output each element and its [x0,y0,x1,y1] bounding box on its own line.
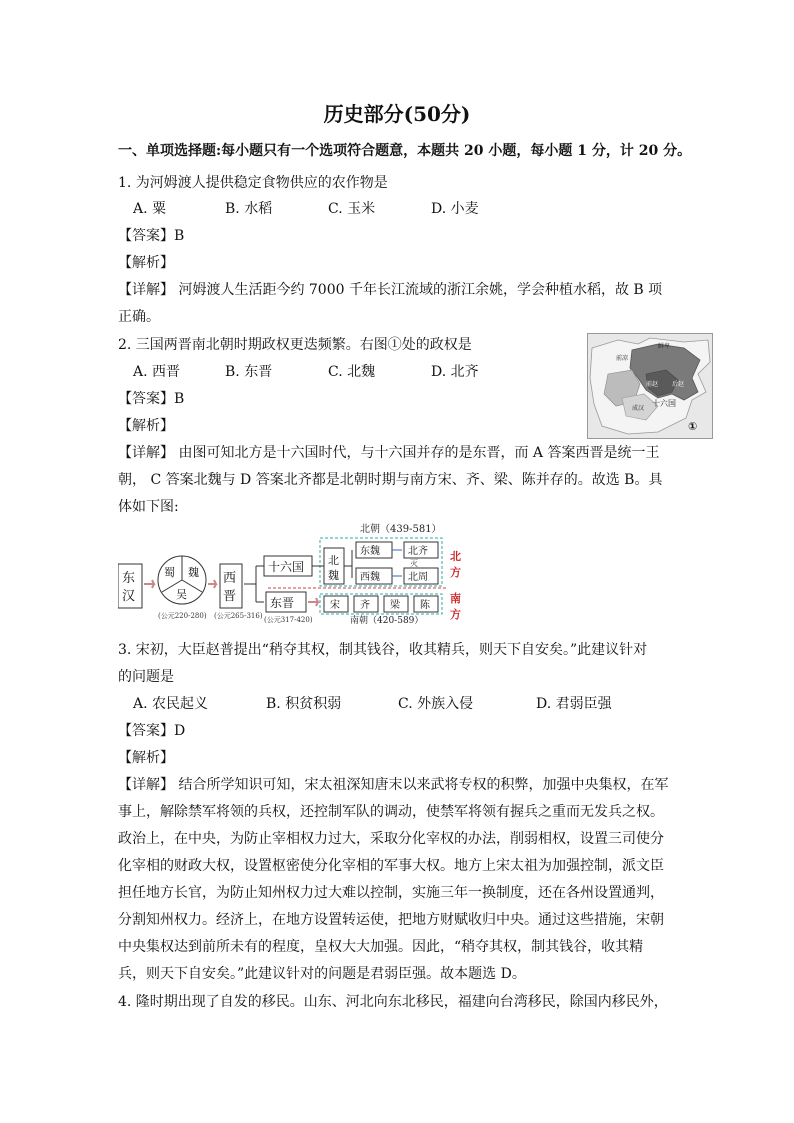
xijin-1: 西 [223,571,237,586]
south-qi: 齐 [360,600,370,611]
map-label-chenghan: 成汉 [632,405,645,412]
kingdom-shu: 蜀 [164,566,175,579]
page-title: 历史部分(50分) [323,102,471,126]
dynasty-diagram-svg [118,520,478,624]
south-label-2: 方 [450,608,461,621]
q3-detail-3: 政治上，在中央，为防止宰相权力过大，采取分化宰权的办法，削弱相权，设置三司使分 [118,831,664,847]
north-label-1: 北 [450,550,461,563]
q2-detail-3: 体如下图: [118,499,179,515]
q2-answer: 【答案】B [118,391,185,407]
q3-detail-1: 【详解】 结合所学知识可知，宋太祖深知唐末以来武将专权的积弊，加强中央集权，在军 [118,777,669,793]
xijin-2: 晋 [223,589,237,604]
south-dynasty-label: 南朝（420-589） [350,616,424,624]
map-label-qianzhao: 前赵 [646,381,659,388]
donghan-2: 汉 [122,589,136,604]
q1-stem: 1. 为河姆渡人提供稳定食物供应的农作物是 [118,175,388,191]
q3-detail-4: 化宰相的财政大权，设置枢密使分化宰相的军事大权。地方上宋太祖为加强控制，派文臣 [118,858,664,874]
dongwei: 东魏 [360,546,380,557]
map-label-xianbei: 鲜卑 [658,343,671,350]
q3-stem-2: 的问题是 [118,669,174,685]
q3-option-d: D. 君弱臣强 [536,696,612,712]
q3-option-c: C. 外族入侵 [398,696,474,712]
q3-option-b: B. 积贫积弱 [266,696,342,712]
kingdom-wu: 吴 [176,588,187,601]
q3-option-a: A. 农民起义 [133,696,209,712]
sixteen-kingdoms: 十六国 [268,560,305,574]
beiwei-2: 魏 [328,569,339,582]
q1-answer: 【答案】B [118,228,185,244]
dongjin: 东晋 [270,596,295,610]
q3-detail-6: 分割知州权力。经济上，在地方设置转运使，把地方财赋收归中央。通过这些措施，宋朝 [118,912,664,928]
q3-stem-1: 3. 宋初，大臣赵普提出“稍夺其权，制其钱谷，收其精兵，则天下自安矣。”此建议针对 [118,642,648,658]
three-kingdoms-date: (公元220-280) [158,612,207,620]
q2-analysis-label: 【解析】 [118,418,174,434]
beizhou: 北周 [408,572,428,583]
q1-detail-2: 正确。 [118,309,160,325]
donghan-1: 东 [122,571,136,586]
q1-option-c: C. 玉米 [328,201,376,217]
q1-option-d: D. 小麦 [431,201,479,217]
map-label-sixteen: 十六国 [652,399,676,408]
q3-detail-5: 担任地方长官，为防止知州权力过大难以控制，实施三年一换制度，还在各州设置通判， [118,885,664,901]
section-heading: 一、单项选择题:每小题只有一个选项符合题意，本题共 20 小题，每小题 1 分，计 20 分。 [118,143,692,159]
map-marker-1: ① [688,420,698,433]
q3-detail-7: 中央集权达到前所未有的程度，皇权大大加强。因此，“稍夺其权，制其钱谷，收其精 [118,939,644,955]
q2-detail-2: 朝， C 答案北魏与 D 答案北齐都是北朝时期与南方宋、齐、梁、陈并存的。故选 B。具 [118,472,663,488]
dongjin-date: (公元317-420) [264,616,313,624]
mie-label: 灭 [410,559,418,568]
q1-analysis-label: 【解析】 [118,255,174,271]
south-liang: 梁 [390,600,400,611]
dynasty-diagram [118,520,478,624]
q1-option-a: A. 粟 [133,201,167,217]
q2-option-b: B. 东晋 [225,364,273,380]
map-figure [587,333,713,439]
xijin-date: (公元265-316) [214,612,263,620]
south-chen: 陈 [420,600,430,611]
q2-option-c: C. 北魏 [328,364,376,380]
q3-detail-8: 兵，则天下自安矣。”此建议针对的问题是君弱臣强。故本题选 D。 [118,966,526,982]
q1-detail-1: 【详解】 河姆渡人生活距今约 7000 千年长江流域的浙江余姚，学会种植水稻，故 B 项 [118,282,663,298]
q3-answer: 【答案】D [118,723,186,739]
q2-option-a: A. 西晋 [133,364,181,380]
north-dynasty-label: 北朝（439-581） [360,524,442,535]
q3-detail-2: 事上，解除禁军将领的兵权，还控制军队的调动，使禁军将领有握兵之重而无发兵之权。 [118,804,664,820]
south-label-1: 南 [450,592,461,605]
map-svg [588,334,712,438]
map-label-houzhao: 后赵 [672,381,685,388]
south-song: 宋 [330,600,340,611]
q3-analysis-label: 【解析】 [118,750,174,766]
beiqi: 北齐 [408,546,428,557]
q1-option-b: B. 水稻 [225,201,273,217]
q2-stem: 2. 三国两晋南北朝时期政权更迭频繁。右图①处的政权是 [118,337,472,353]
q4-stem: 4. 隆时期出现了自发的移民。山东、河北向东北移民，福建向台湾移民，除国内移民外， [118,994,668,1010]
q2-option-d: D. 北齐 [431,364,479,380]
beiwei-1: 北 [328,554,339,567]
north-label-2: 方 [450,566,461,579]
xiwei: 西魏 [360,572,380,583]
kingdom-wei: 魏 [188,566,199,579]
q2-detail-1: 【详解】 由图可知北方是十六国时代，与十六国并存的是东晋，而 A 答案西晋是统一王 [118,445,660,461]
map-label-qianliang: 前凉 [616,355,629,362]
